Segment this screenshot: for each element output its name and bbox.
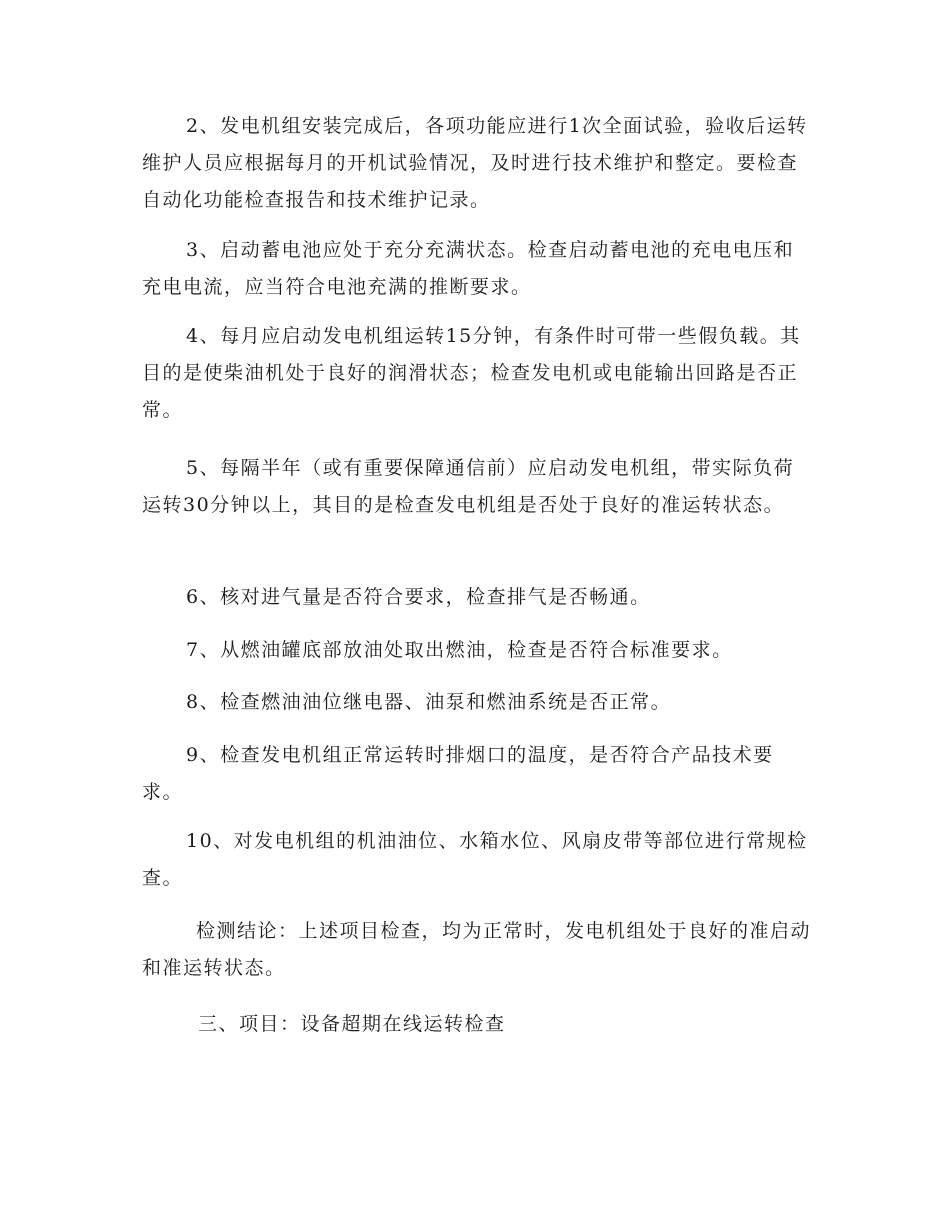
paragraph-item-10: 10、对发电机组的机油油位、水箱水位、风扇皮带等部位进行常规检查。	[142, 830, 808, 889]
paragraph-item-7: 7、从燃油罐底部放油处取出燃油，检查是否符合标准要求。	[186, 639, 733, 661]
conclusion-paragraph: 检测结论：上述项目检查，均为正常时，发电机组处于良好的准启动和准运转状态。	[142, 920, 812, 979]
paragraph-item-2: 2、发电机组安装完成后，各项功能应进行1次全面试验，验收后运转维护人员应根据每月的开机试验情况，及时进行技术维护和整定。要检查自动化功能检查报告和技术维护记录。	[142, 115, 808, 211]
paragraph-item-9: 9、检查发电机组正常运转时排烟口的温度，是否符合产品技术要求。	[142, 744, 774, 803]
section-heading: 三、项目：设备超期在线运转检查	[198, 1013, 506, 1035]
paragraph-item-4: 4、每月应启动发电机组运转15分钟，有条件时可带一些假负载。其目的是使柴油机处于良好的润滑状态；检查发电机或电能输出回路是否正常。	[142, 325, 801, 421]
paragraph-item-8: 8、检查燃油油位继电器、油泵和燃油系统是否正常。	[186, 691, 672, 713]
paragraph-item-5: 5、每隔半年（或有重要保障通信前）应启动发电机组，带实际负荷运转30分钟以上，其目的是检查发电机组是否处于良好的准运转状态。	[142, 457, 795, 516]
paragraph-item-6: 6、核对进气量是否符合要求，检查排气是否畅通。	[186, 586, 651, 608]
paragraph-item-3: 3、启动蓄电池应处于充分充满状态。检查启动蓄电池的充电电压和充电电流，应当符合电池充满的推断要求。	[142, 239, 795, 298]
